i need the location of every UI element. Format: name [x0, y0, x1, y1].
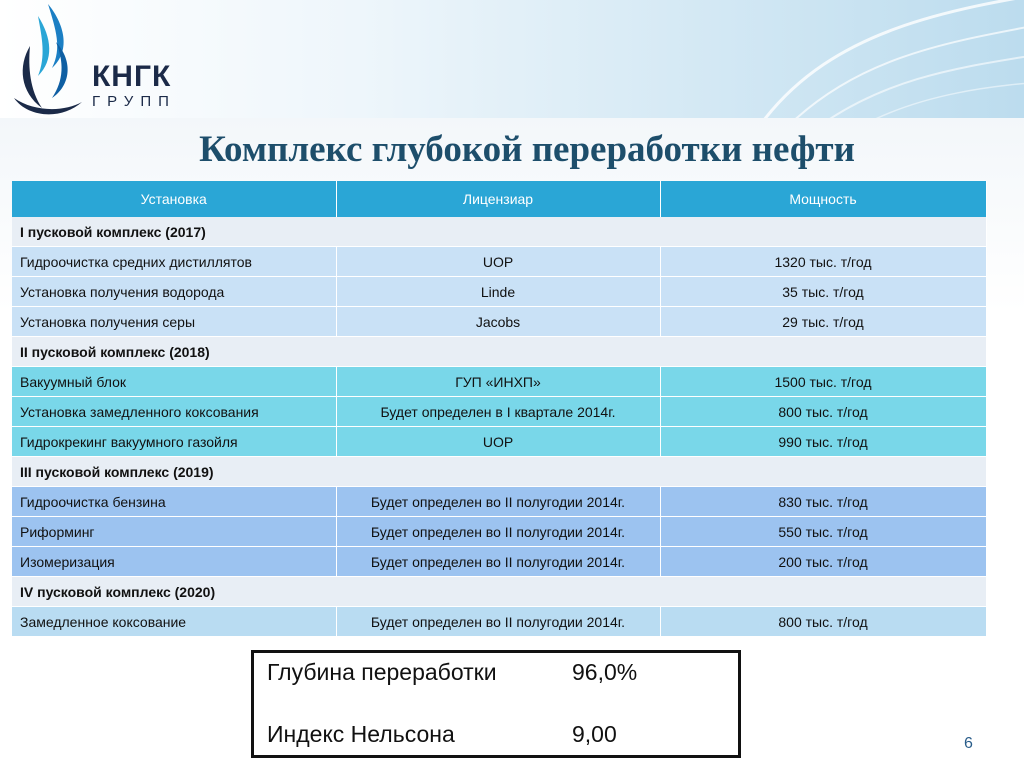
logo-text	[92, 62, 176, 110]
table-row	[12, 277, 986, 307]
licensor-cell: Linde	[336, 277, 660, 307]
capacity-cell: 800 тыс. т/год	[660, 397, 986, 427]
nelson-value: 9,00	[572, 721, 617, 747]
decorative-swirl	[744, 0, 1024, 118]
capacity-cell: 29 тыс. т/год	[660, 307, 986, 337]
licensor-cell: UOP	[336, 247, 660, 277]
capacity-cell: 830 тыс. т/год	[660, 487, 986, 517]
group-header-row	[12, 337, 986, 367]
unit-cell: Установка получения водорода	[12, 277, 336, 307]
facilities-table	[12, 181, 987, 637]
unit-cell: Гидроочистка бензина	[12, 487, 336, 517]
licensor-cell: Jacobs	[336, 307, 660, 337]
summary-box	[251, 650, 741, 758]
depth-value: 96,0%	[572, 659, 638, 685]
capacity-cell: 200 тыс. т/год	[660, 547, 986, 577]
table-row	[12, 427, 986, 457]
capacity-cell: 990 тыс. т/год	[660, 427, 986, 457]
table-row	[12, 247, 986, 277]
licensor-cell: Будет определен во II полугодии 2014г.	[336, 487, 660, 517]
unit-cell: Установка замедленного коксования	[12, 397, 336, 427]
group-title: IV пусковой комплекс (2020)	[12, 577, 986, 607]
group-header-row	[12, 217, 986, 247]
table-header-row	[12, 181, 986, 217]
table-row	[12, 547, 986, 577]
group-header-row	[12, 577, 986, 607]
capacity-cell: 800 тыс. т/год	[660, 607, 986, 637]
unit-cell: Установка получения серы	[12, 307, 336, 337]
logo-subtitle: ГРУПП	[92, 93, 176, 110]
table-row	[12, 607, 986, 637]
group-header-row	[12, 457, 986, 487]
licensor-cell: Будет определен в I квартале 2014г.	[336, 397, 660, 427]
capacity-cell: 1320 тыс. т/год	[660, 247, 986, 277]
unit-cell: Риформинг	[12, 517, 336, 547]
depth-label: Глубина переработки	[267, 659, 497, 685]
capacity-cell: 1500 тыс. т/год	[660, 367, 986, 397]
licensor-cell: ГУП «ИНХП»	[336, 367, 660, 397]
page-number: 6	[964, 735, 973, 752]
group-title: I пусковой комплекс (2017)	[12, 217, 986, 247]
logo-brand: КНГК	[92, 60, 172, 93]
unit-cell: Гидроочистка средних дистиллятов	[12, 247, 336, 277]
column-header-capacity: Мощность	[660, 181, 986, 217]
column-header-unit: Установка	[12, 181, 336, 217]
group-title: II пусковой комплекс (2018)	[12, 337, 986, 367]
group-title: III пусковой комплекс (2019)	[12, 457, 986, 487]
licensor-cell: UOP	[336, 427, 660, 457]
capacity-cell: 550 тыс. т/год	[660, 517, 986, 547]
table-row	[12, 367, 986, 397]
table-row	[12, 517, 986, 547]
page-title: Комплекс глубокой переработки нефти	[199, 129, 855, 170]
licensor-cell: Будет определен во II полугодии 2014г.	[336, 607, 660, 637]
table-row	[12, 487, 986, 517]
flame-logo-icon	[8, 2, 88, 118]
column-header-licensor: Лицензиар	[336, 181, 660, 217]
unit-cell: Замедленное коксование	[12, 607, 336, 637]
table-row	[12, 307, 986, 337]
capacity-cell: 35 тыс. т/год	[660, 277, 986, 307]
licensor-cell: Будет определен во II полугодии 2014г.	[336, 517, 660, 547]
unit-cell: Изомеризация	[12, 547, 336, 577]
table-row	[12, 397, 986, 427]
unit-cell: Вакуумный блок	[12, 367, 336, 397]
licensor-cell: Будет определен во II полугодии 2014г.	[336, 547, 660, 577]
unit-cell: Гидрокрекинг вакуумного газойля	[12, 427, 336, 457]
nelson-label: Индекс Нельсона	[267, 721, 455, 747]
